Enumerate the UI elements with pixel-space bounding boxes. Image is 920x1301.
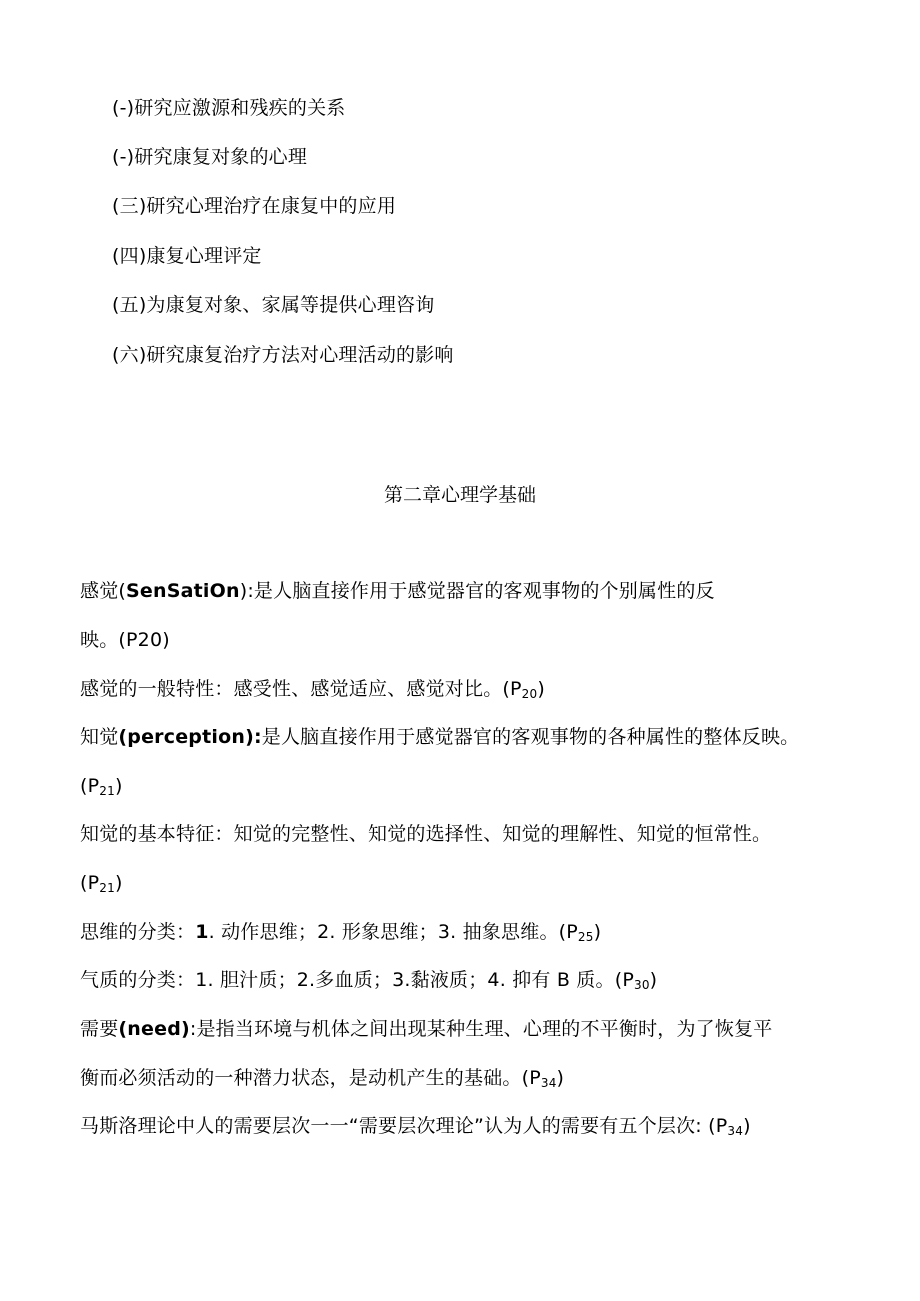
ref-close: )	[556, 1067, 565, 1089]
chapter-title: 第二章心理学基础	[383, 484, 536, 506]
perception-def: 是人脑直接作用于感觉器官的客观事物的各种属性的整体反映。	[261, 726, 800, 748]
page-ref-21b: 21	[99, 881, 115, 895]
page-ref-34: 34	[540, 1076, 557, 1090]
ref-close: )	[537, 678, 545, 700]
list-item-4: (四)康复心理评定	[112, 245, 262, 267]
perception-english: (perception):	[118, 726, 262, 748]
ref-open: (P	[80, 872, 100, 894]
sensation-english: SenSatiOn	[126, 580, 240, 602]
sensation-definition	[80, 579, 715, 603]
ref-close: )	[649, 969, 658, 991]
list-item-1: (-)研究应激源和残疾的关系	[112, 97, 346, 119]
list-item-5: (五)为康复对象、家属等提供心理咨询	[112, 294, 435, 316]
need-english: (need)	[118, 1018, 190, 1040]
ref-close: )	[593, 921, 602, 943]
thinking-num1: 1	[195, 921, 209, 943]
ref-close: )	[743, 1115, 751, 1137]
list-item-6: (六)研究康复治疗方法对心理活动的影响	[112, 344, 454, 366]
page-ref-34b: 34	[727, 1124, 744, 1138]
thinking-label: 思维的分类：	[80, 921, 196, 943]
sensation-traits	[80, 677, 545, 701]
need-definition	[80, 1017, 772, 1041]
page-ref-20: 20	[521, 687, 538, 701]
page-ref-25: 25	[577, 930, 594, 944]
thinking-classification	[80, 920, 601, 944]
perception-ref	[80, 774, 123, 798]
page-ref-21: 21	[99, 784, 115, 798]
perception-definition	[80, 725, 799, 749]
temperament-classification	[80, 968, 657, 992]
maslow-theory	[80, 1114, 751, 1138]
ref-close: )	[114, 872, 123, 894]
list-item-2: (-)研究康复对象的心理	[112, 146, 308, 168]
ref-open: (P	[80, 775, 100, 797]
perception-term: 知觉	[80, 726, 119, 748]
need-def: :是指当环境与机体之间出现某种生理、心理的不平衡时，为了恢复平	[189, 1018, 773, 1040]
page-ref-30: 30	[633, 978, 650, 992]
maslow-text: 马斯洛理论中人的需要层次一一“需要层次理论”认为人的需要有五个层次: (P	[80, 1115, 728, 1137]
sensation-term: 感觉(	[80, 580, 127, 602]
ref-close: )	[114, 775, 123, 797]
need-definition-cont	[80, 1066, 564, 1090]
list-item-3: (三)研究心理治疗在康复中的应用	[112, 195, 397, 217]
temperament-text: 气质的分类：1. 胆汁质；2.多血质；3.黏液质；4. 抑有 B 质。(P	[80, 969, 634, 991]
need-cont: 衡而必须活动的一种潜力状态，是动机产生的基础。(P	[80, 1067, 541, 1089]
thinking-rest: . 动作思维；2. 形象思维；3. 抽象思维。(P	[208, 921, 578, 943]
perception-traits: 知觉的基本特征：知觉的完整性、知觉的选择性、知觉的理解性、知觉的恒常性。	[80, 823, 772, 845]
sensation-def: ):是人脑直接作用于感觉器官的客观事物的个别属性的反	[239, 580, 715, 602]
sensation-definition-cont: 映。(P20)	[80, 629, 170, 651]
perception-traits-ref	[80, 871, 123, 895]
need-term: 需要	[80, 1018, 119, 1040]
sensation-traits-text: 感觉的一般特性：感受性、感觉适应、感觉对比。(P	[80, 678, 522, 700]
